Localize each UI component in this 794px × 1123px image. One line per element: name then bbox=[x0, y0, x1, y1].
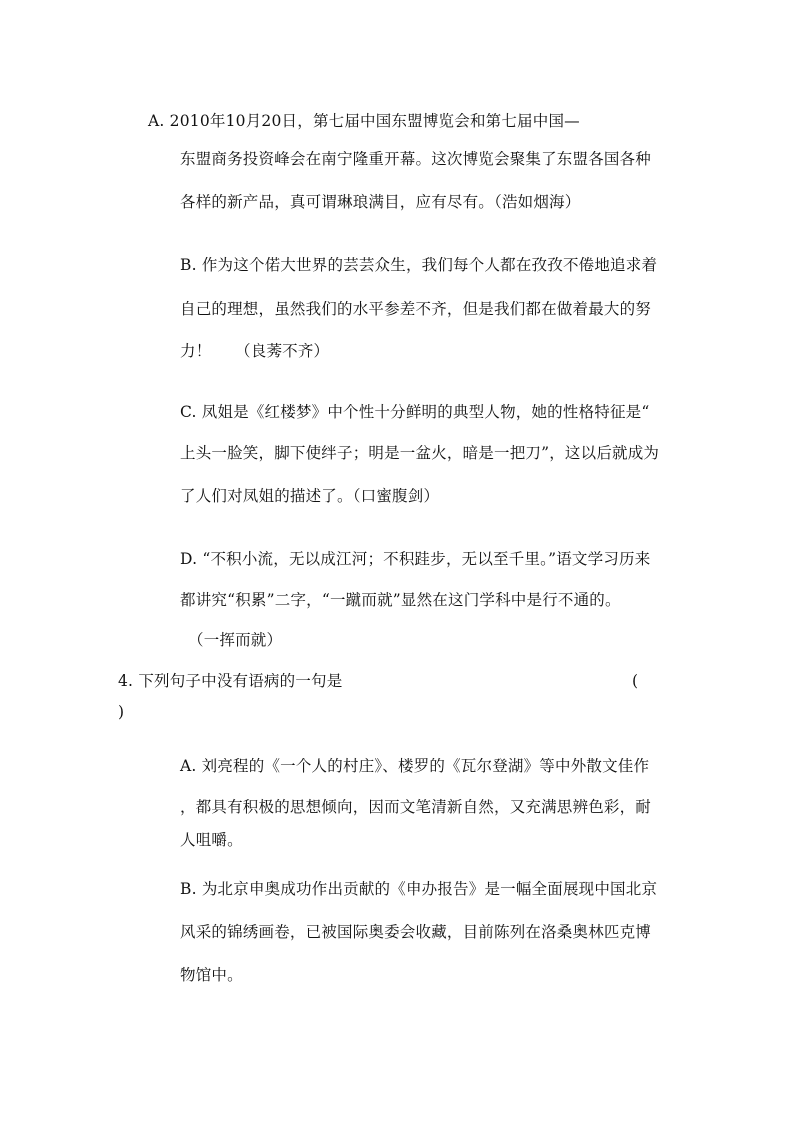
q4-option-a-line-2: ，都具有积极的思想倾向，因而文笔清新自然，又充满思辨色彩，耐 bbox=[180, 798, 652, 816]
option-d-line-1: D. “不积小流，无以成江河；不积跬步，无以至千里。”语文学习历来 bbox=[180, 550, 651, 568]
q4-option-a-line-3: 人咀嚼。 bbox=[180, 831, 243, 849]
question-4-stem: 4. 下列句子中没有语病的一句是 bbox=[118, 672, 343, 690]
option-c-line-3: 了人们对凤姐的描述了。（口蜜腹剑） bbox=[180, 487, 440, 505]
option-a-line-2: 东盟商务投资峰会在南宁隆重开幕。这次博览会聚集了东盟各国各种 bbox=[180, 150, 652, 168]
option-d-line-2: 都讲究“积累”二字，“一蹴而就”显然在这门学科中是行不通的。 bbox=[180, 591, 621, 609]
option-c-line-2: 上头一脸笑，脚下使绊子；明是一盆火，暗是一把刀”，这以后就成为 bbox=[180, 444, 660, 462]
q4-option-b-line-1: B. 为北京申奥成功作出贡献的《申办报告》是一幅全面展现中国北京 bbox=[180, 880, 658, 898]
option-b-line-2: 自己的理想，虽然我们的水平参差不齐，但是我们都在做着最大的努 bbox=[180, 300, 652, 318]
q4-option-a-line-1: A. 刘亮程的《一个人的村庄》、楼罗的《瓦尔登湖》等中外散文佳作 bbox=[180, 757, 650, 775]
q4-option-b-line-2: 风采的锦绣画卷，已被国际奥委会收藏，目前陈列在洛桑奥林匹克博 bbox=[180, 923, 652, 941]
option-a-line-1: A. 2010年10月20日，第七届中国东盟博览会和第七届中国— bbox=[148, 112, 580, 130]
option-d-line-3: （一挥而就） bbox=[188, 631, 283, 649]
answer-paren-open: ( bbox=[632, 672, 639, 690]
option-b-line-1: B. 作为这个偌大世界的芸芸众生，我们每个人都在孜孜不倦地追求着 bbox=[180, 256, 658, 274]
option-c-line-1: C. 凤姐是《红楼梦》中个性十分鲜明的典型人物，她的性格特征是“ bbox=[180, 403, 650, 421]
option-a-line-3: 各样的新产品，真可谓琳琅满目，应有尽有。（浩如烟海） bbox=[180, 193, 581, 211]
option-b-line-3: 力！ （良莠不齐） bbox=[180, 342, 330, 360]
q4-option-b-line-3: 物馆中。 bbox=[180, 966, 243, 984]
answer-paren-close: ) bbox=[118, 703, 125, 721]
